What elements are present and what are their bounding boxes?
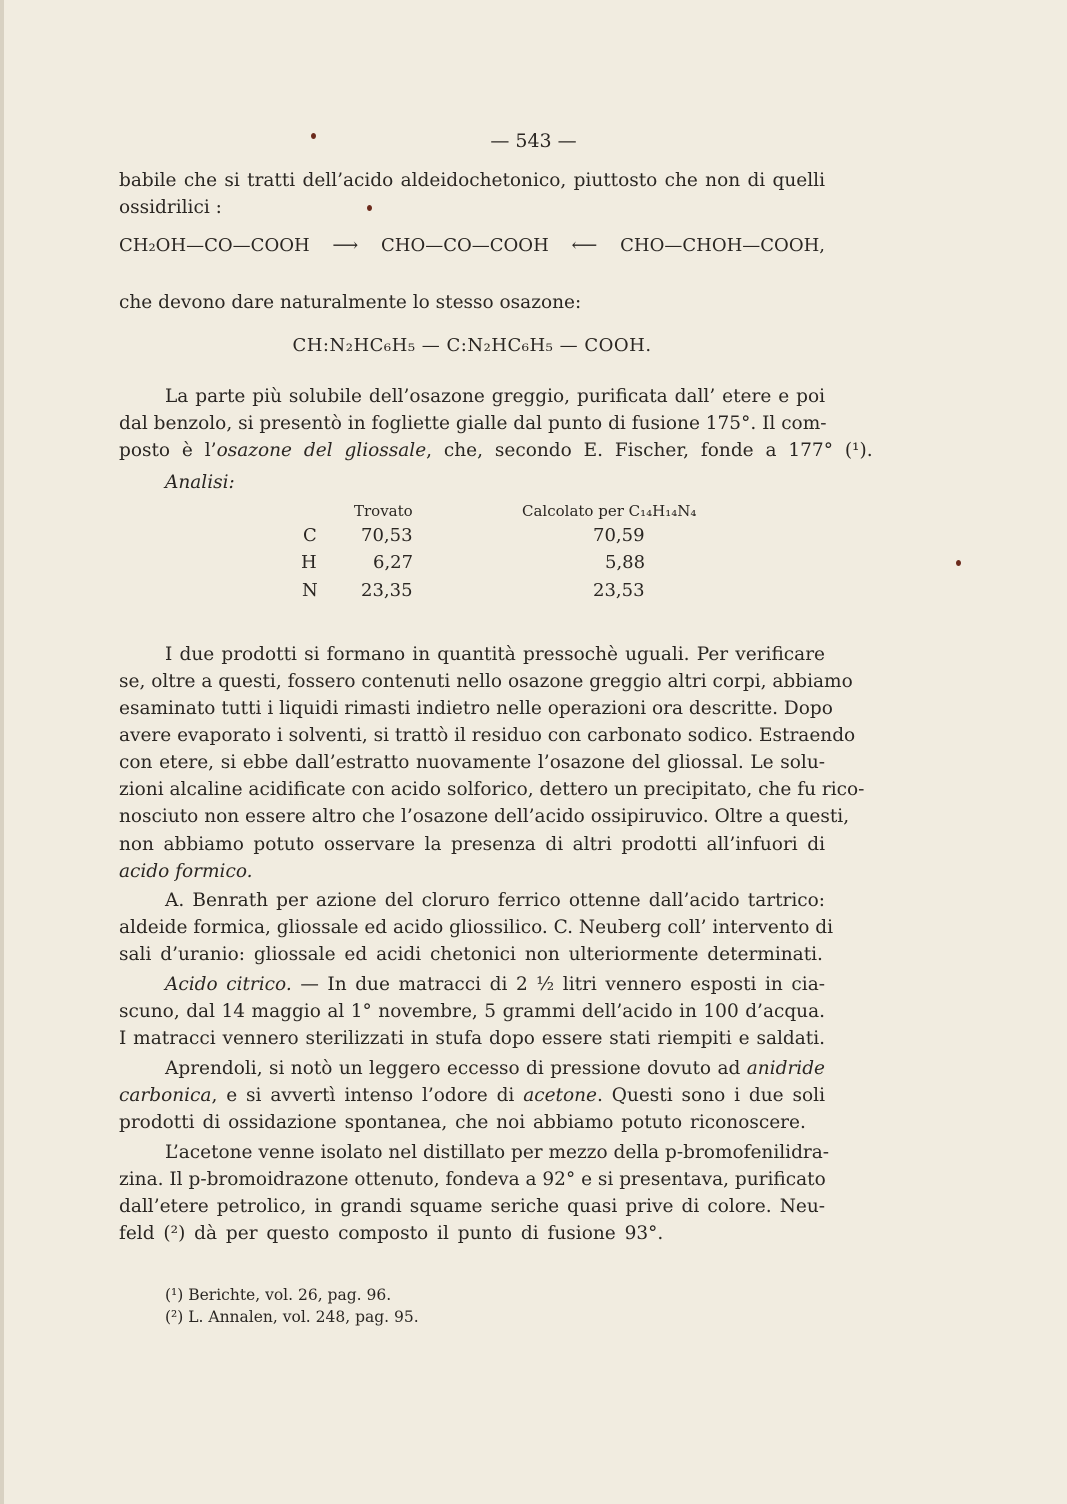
- table-found: 70,53: [361, 525, 413, 546]
- paragraph-line: avere evaporato i solventi, si trattò il residuo con carbonato sodico. Estraendo: [119, 725, 856, 746]
- table-element: C: [303, 525, 317, 546]
- paragraph-line: feld (²) dà per questo composto il punto di fusione 93°.: [119, 1223, 664, 1244]
- paragraph-line: dal benzolo, si presentò in fogliette gialle dal punto di fusione 175°. Il com-: [119, 413, 827, 434]
- table-element: N: [302, 580, 318, 601]
- table-found: 6,27: [373, 552, 414, 573]
- footnote: (²) L. Annalen, vol. 248, pag. 95.: [165, 1308, 419, 1326]
- paragraph-line: che devono dare naturalmente lo stesso osazone:: [119, 292, 582, 313]
- text-run: — In due matracci di 2 ½ litri vennero esposti in cia-: [291, 974, 825, 995]
- paragraph-line: [165, 972, 825, 998]
- table-found: 23,35: [361, 580, 413, 601]
- paragraph-line: A. Benrath per azione del cloruro ferrico ottenne dall’acido tartrico:: [165, 890, 825, 911]
- ink-speck: [956, 560, 961, 566]
- analysis-label: [165, 470, 871, 496]
- footnote: (¹) Berichte, vol. 26, pag. 96.: [165, 1286, 392, 1304]
- italic-term: osazone del gliossale: [216, 440, 427, 461]
- text-run: , che, secondo E. Fischer, fonde a 177° (¹).: [426, 440, 873, 461]
- paragraph-line: [119, 859, 825, 885]
- page-number: — 543 —: [490, 130, 577, 152]
- italic-term: Analisi:: [165, 472, 235, 493]
- table-header-calc: Calcolato per C₁₄H₁₄N₄: [522, 502, 697, 520]
- italic-term: acetone: [523, 1085, 597, 1106]
- table-calc: 23,53: [593, 580, 645, 601]
- text-run: , e si avvertì intenso l’odore di: [211, 1085, 524, 1106]
- paragraph-line: con etere, si ebbe dall’estratto nuovamente l’osazone del gliossal. Le solu-: [119, 752, 825, 773]
- table-calc: 70,59: [593, 525, 645, 546]
- paragraph-line: babile che si tratti dell’acido aldeidochetonico, piuttosto che non di quelli: [119, 170, 825, 191]
- text-run: Aprendoli, si notò un leggero eccesso di pressione dovuto ad: [165, 1058, 747, 1079]
- paragraph-line: nosciuto non essere altro che l’osazone dell’acido ossipiruvico. Oltre a questi,: [119, 806, 850, 827]
- paragraph-line: zioni alcaline acidificate con acido solforico, dettero un precipitato, che fu rico-: [119, 779, 865, 800]
- italic-term: Acido citrico.: [165, 974, 292, 995]
- paragraph-line: prodotti di ossidazione spontanea, che noi abbiamo potuto riconoscere.: [119, 1112, 806, 1133]
- paragraph-line: scuno, dal 14 maggio al 1° novembre, 5 grammi dell’acido in 100 d’acqua.: [119, 1001, 825, 1022]
- paragraph-line: [119, 1083, 825, 1109]
- paragraph-line: ossidrilici :: [119, 197, 222, 218]
- italic-term: acido formico.: [119, 861, 253, 882]
- paragraph-line: L’acetone venne isolato nel distillato per mezzo della p-bromofenilidra-: [165, 1142, 830, 1163]
- paragraph-line: se, oltre a questi, fossero contenuti nello osazone greggio altri corpi, abbiamo: [119, 671, 853, 692]
- italic-term: carbonica: [119, 1085, 212, 1106]
- paragraph-line: dall’etere petrolico, in grandi squame seriche quasi prive di colore. Neu-: [119, 1196, 825, 1217]
- text-run: posto è l’: [119, 440, 217, 461]
- formula-osazone: CH:N₂HC₆H₅ — C:N₂HC₆H₅ — COOH.: [292, 335, 652, 356]
- italic-term: anidride: [746, 1058, 825, 1079]
- table-element: H: [301, 552, 317, 573]
- paragraph-line: aldeide formica, gliossale ed acido gliossilico. C. Neuberg coll’ intervento di: [119, 917, 834, 938]
- table-calc: 5,88: [605, 552, 646, 573]
- page-edge-shadow: [0, 0, 4, 1504]
- paragraph-line: sali d’uranio: gliossale ed acidi chetonici non ulteriormente determinati.: [119, 944, 823, 965]
- paragraph-line: non abbiamo potuto osservare la presenza di altri prodotti all’infuori di: [119, 834, 825, 855]
- paragraph-line: I due prodotti si formano in quantità pressochè uguali. Per verificare: [165, 644, 825, 665]
- paragraph-line: [165, 1056, 825, 1082]
- table-header-found: Trovato: [354, 502, 413, 520]
- paragraph-line: [119, 438, 873, 464]
- paragraph-line: esaminato tutti i liquidi rimasti indietro nelle operazioni ora descritte. Dopo: [119, 698, 833, 719]
- paragraph-line: zina. Il p-bromoidrazone ottenuto, fondeva a 92° e si presentava, purificato: [119, 1169, 826, 1190]
- paragraph-line: I matracci vennero sterilizzati in stufa dopo essere stati riempiti e saldati.: [119, 1028, 825, 1049]
- paragraph-line: La parte più solubile dell’osazone greggio, purificata dall’ etere e poi: [165, 386, 825, 407]
- text-run: . Questi sono i due soli: [597, 1085, 825, 1106]
- formula-reaction: CH₂OH—CO—COOH ⟶ CHO—CO—COOH ⟵ CHO—CHOH—COOH,: [119, 235, 825, 256]
